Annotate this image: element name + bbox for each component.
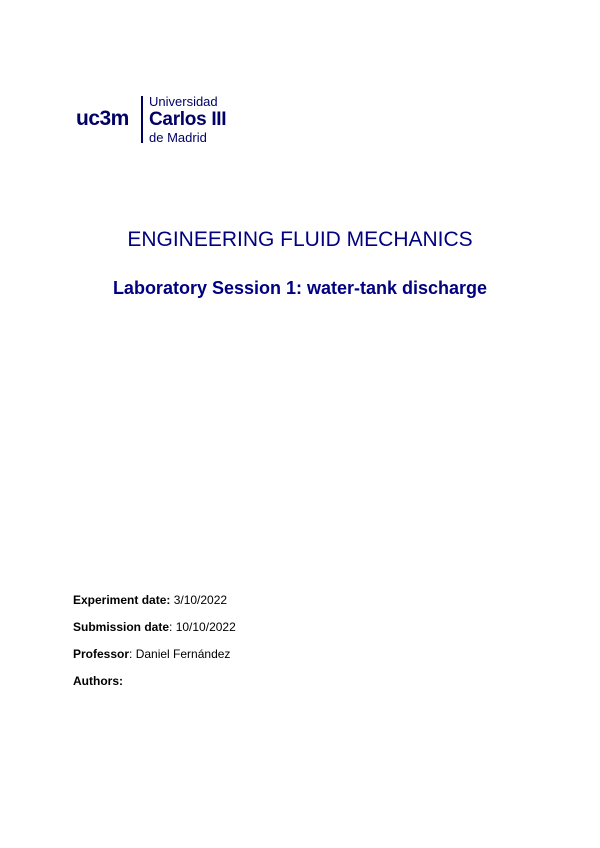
document-title: ENGINEERING FLUID MECHANICS [127, 228, 473, 251]
experiment-date-label: Experiment date: [73, 593, 171, 607]
logo-line-universidad: Universidad [149, 94, 218, 109]
authors-row [73, 668, 236, 695]
logo-mark: uc3m [76, 107, 129, 130]
experiment-date-value: 3/10/2022 [170, 593, 228, 607]
submission-date-value: : 10/10/2022 [169, 620, 236, 634]
submission-date-row [73, 614, 236, 641]
professor-row [73, 641, 236, 668]
professor-value: : Daniel Fernández [129, 647, 231, 661]
university-logo [76, 96, 246, 146]
logo-line-carlos-iii: Carlos III [149, 109, 227, 130]
logo-wordmark [149, 95, 226, 144]
logo-divider [141, 96, 143, 143]
logo-line-de-madrid: de Madrid [149, 130, 207, 145]
experiment-date-row [73, 587, 236, 614]
document-details [73, 587, 236, 695]
professor-label: Professor [73, 647, 130, 661]
authors-label: Authors: [73, 674, 123, 688]
document-subtitle: Laboratory Session 1: water-tank discharge [112, 278, 488, 298]
submission-date-label: Submission date [73, 620, 170, 634]
